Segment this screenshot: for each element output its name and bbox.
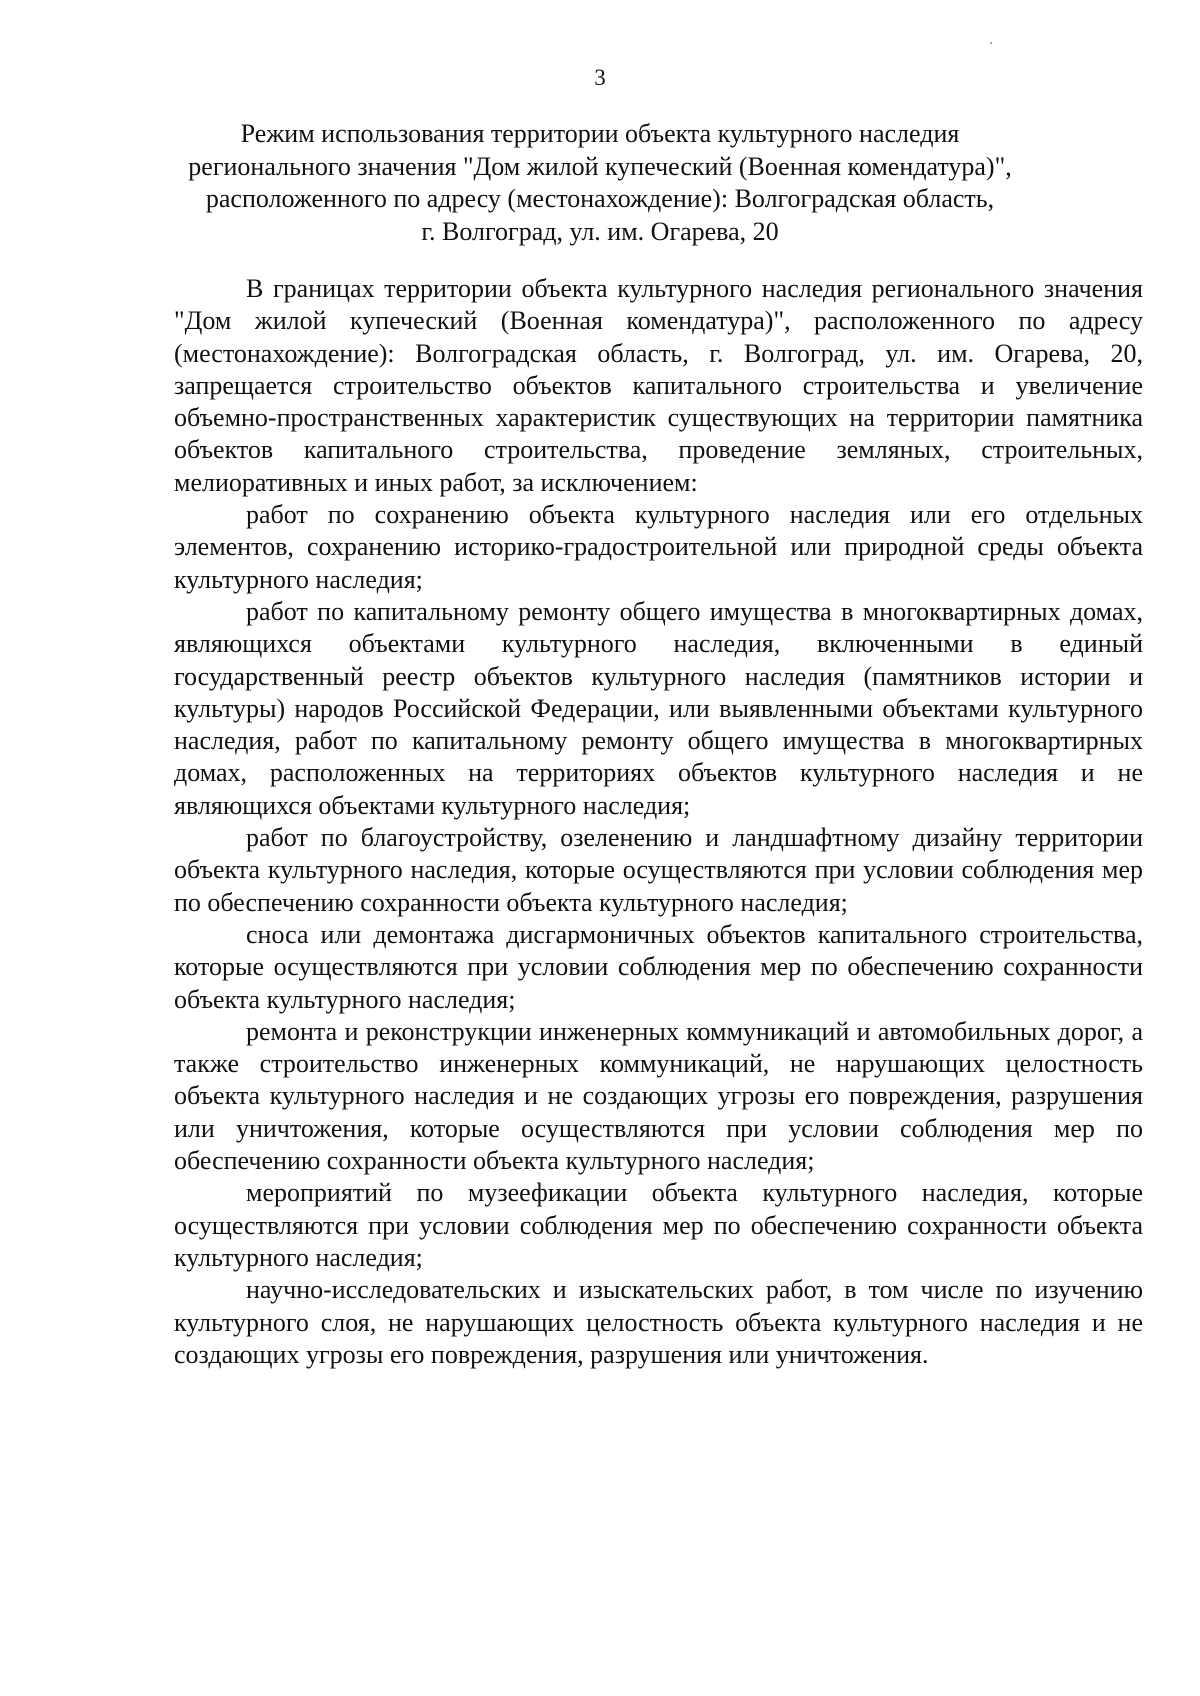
body-paragraph-item: сноса или демонтажа дисгармоничных объектов капитального строительства, которые осуществляются при условии соблюдения мер по обеспечению сохранности объекта культурного наследия; [174,919,1143,1014]
title-line: г. Волгоград, ул. им. Огарева, 20 [421,216,779,246]
body-paragraph-item: мероприятий по музеефикации объекта культурного наследия, которые осуществляются при условии соблюдения мер по обеспечению сохранности объекта культурного наследия; [174,1178,1143,1272]
title-line: регионального значения "Дом жилой купеческий (Военная комендатура)", [188,151,1012,181]
body-paragraph-item: работ по капитальному ремонту общего имущества в многоквартирных домах, являющихся объектами культурного наследия, включенными в единый государственный реестр объектов культурного наследия (памятников истории и культуры) народов Российской Федерации, или выявленными объектами культурного наследия, работ по капитальному ремонту общего имущества в многоквартирных домах, расположенных на территориях объектов культурного наследия и не являющихся объектами культурного наследия; [174,596,1143,820]
document-title [170,118,1030,248]
page-number: 3 [594,65,606,90]
title-line: Режим использования территории объекта культурного наследия [240,119,960,148]
scan-artifact-dot [990,42,992,44]
body-paragraph-item: ремонта и реконструкции инженерных коммуникаций и автомобильных дорог, а также строительство инженерных коммуникаций, не нарушающих целостность объекта культурного наследия и не создающих угрозы его повреждения, разрушения или уничтожения, которые осуществляются при условии соблюдения мер по обеспечению сохранности объекта культурного наследия; [174,1016,1143,1176]
body-paragraph-intro: В границах территории объекта культурного наследия регионального значения "Дом жилой купеческий (Военная комендатура)", расположенного по адресу (местонахождение): Волгоградская область, г. Волгоград, ул. им. Огарева, 20, запрещается строительство объектов капитального строительства и увеличение объемно-пространственных характеристик существующих на территории памятника объектов капитального строительства, проведение земляных, строительных, мелиоративных и иных работ, за исключением: [174,274,1143,497]
document-body [174,273,1143,1371]
body-paragraph-item: работ по сохранению объекта культурного наследия или его отдельных элементов, сохранению историко-градостроительной или природной среды объекта культурного наследия; [174,500,1143,594]
body-paragraph-item: научно-исследовательских и изыскательских работ, в том числе по изучению культурного слоя, не нарушающих целостность объекта культурного наследия и не создающих угрозы его повреждения, разрушения или уничтожения. [174,1275,1143,1369]
title-line: расположенного по адресу (местонахождение): Волгоградская область, [205,184,995,213]
body-paragraph-item: работ по благоустройству, озеленению и ландшафтному дизайну территории объекта культурного наследия, которые осуществляются при условии соблюдения мер по обеспечению сохранности объекта культурного наследия; [174,823,1143,917]
